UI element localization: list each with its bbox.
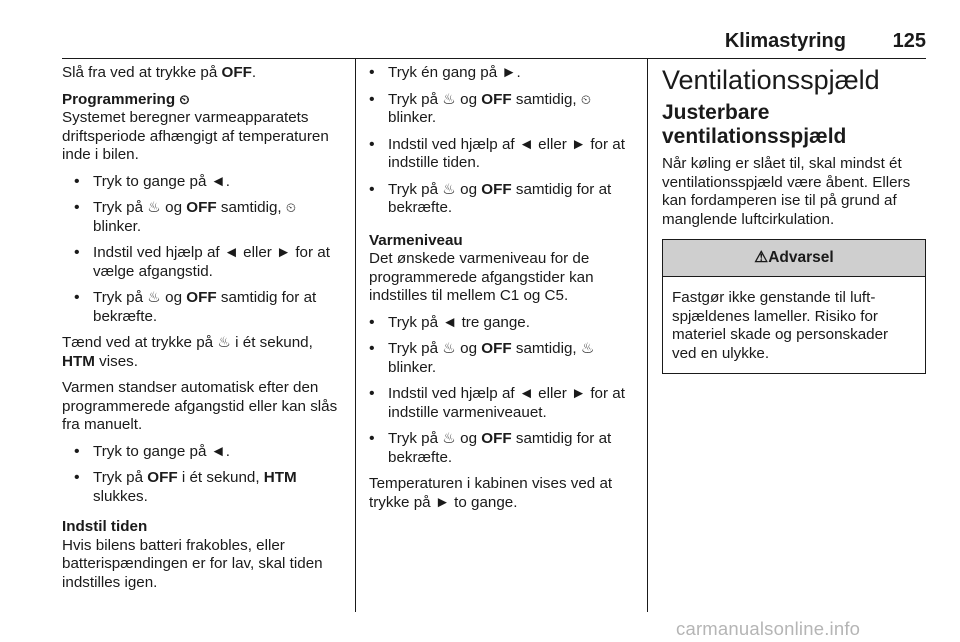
column-1 [62, 64, 348, 600]
list-item: • Tryk på ♨ og OFF samtidig for at bekræfte. [357, 181, 635, 218]
warning-box [662, 239, 926, 374]
list-item: • Tryk på ◄ tre gange. [357, 314, 635, 333]
warning-text: Fastgør ikke genstande til luftspjældenes lameller. Risiko for materiel skade og personskader ved en ulykke. [672, 289, 889, 362]
subsection-title: Justerbare ventilationsspjæld [662, 101, 847, 148]
right-arrow-icon: ► [501, 64, 517, 81]
watermark: carmanualsonline.info [676, 618, 861, 639]
heat-icon: ♨ [580, 340, 595, 357]
left-arrow-icon: ◄ [442, 313, 458, 331]
timer-icon: ⏲ [179, 91, 190, 107]
list-item: • Tryk på ♨ og OFF samtidig for at bekræfte. [357, 430, 635, 467]
heat-icon: ♨ [442, 340, 456, 357]
paragraph: Varmen standser automatisk efter den programmerede afgangstid eller kan slås fra manuelt. [62, 379, 338, 433]
section-title: Ventilationsspjæld [662, 65, 880, 95]
paragraph: Tænd ved at trykke på ♨ i ét sekund, HTM vises. [62, 334, 313, 370]
bullet-list [62, 173, 348, 327]
list-item: • Tryk to gange på ◄. [62, 173, 348, 192]
bullet-list [357, 314, 635, 468]
list-item: • Tryk på ♨ og OFF samtidig for at bekræfte. [62, 289, 348, 326]
list-item: • Tryk én gang på ►. [357, 64, 635, 83]
timer-icon: ⏲ [580, 91, 591, 107]
heat-icon: ♨ [442, 90, 456, 108]
right-arrow-icon: ► [571, 135, 587, 153]
list-item: • Indstil ved hjælp af ◄ eller ► for at vælge afgangstid. [62, 244, 348, 281]
right-arrow-icon: ► [276, 244, 292, 261]
list-item: • Tryk på OFF i ét sekund, HTM slukkes. [62, 469, 348, 506]
heat-icon: ♨ [147, 289, 161, 306]
right-arrow-icon: ► [571, 385, 587, 402]
paragraph: Systemet beregner varmeapparatets driftsperiode afhængigt af temperaturen inde i bilen. [62, 109, 329, 163]
paragraph: Slå fra ved at trykke på OFF. [62, 64, 257, 81]
paragraph: Hvis bilens batteri frakobles, eller batterispændingen er for lav, skal tiden indstilles igen. [62, 536, 323, 591]
column-2 [369, 64, 635, 520]
section-heading: Indstil tiden [62, 518, 148, 535]
bullet-list [357, 64, 635, 218]
right-arrow-icon: ► [434, 493, 450, 511]
section-heading: Programmering ⏲ [62, 90, 190, 108]
left-arrow-icon: ◄ [518, 135, 534, 153]
left-arrow-icon: ◄ [210, 442, 226, 460]
left-arrow-icon: ◄ [518, 385, 534, 402]
timer-icon: ⏲ [285, 200, 296, 215]
column-3 [662, 64, 926, 374]
column-divider [647, 59, 648, 612]
heat-icon: ♨ [147, 199, 161, 216]
warning-header: ⚠Advarsel [663, 240, 925, 277]
section-heading: Varmeniveau [369, 231, 463, 249]
heat-icon: ♨ [442, 180, 456, 198]
list-item: • Tryk på ♨ og OFF samtidig, ⏲ blinker. [357, 91, 635, 128]
header-divider [62, 58, 926, 59]
page-number: 125 [892, 30, 926, 52]
warning-icon: ⚠ [754, 249, 769, 266]
bullet-list [62, 443, 348, 507]
list-item: • Tryk to gange på ◄. [62, 443, 348, 462]
heat-icon: ♨ [442, 430, 456, 447]
paragraph: Det ønskede varmeniveau for de programmerede afgangstider kan indstilles til mellem C1 og C5. [369, 250, 594, 304]
left-arrow-icon: ◄ [210, 172, 226, 190]
heat-icon: ♨ [217, 334, 231, 351]
chapter-title: Klimastyring [724, 30, 846, 52]
list-item: • Tryk på ♨ og OFF samtidig, ⏲ blinker. [62, 199, 348, 236]
paragraph: Når køling er slået til, skal mindst ét ventilationsspjæld være åbent. Ellers kan fordamperen ise til på grund af manglende luftcirkulation. [662, 155, 911, 228]
list-item: • Indstil ved hjælp af ◄ eller ► for at indstille tiden. [357, 136, 635, 173]
left-arrow-icon: ◄ [223, 244, 239, 261]
column-divider [355, 59, 356, 612]
list-item: • Tryk på ♨ og OFF samtidig, ♨ blinker. [357, 340, 635, 377]
list-item: • Indstil ved hjælp af ◄ eller ► for at indstille varmeniveauet. [357, 385, 635, 422]
paragraph: Temperaturen i kabinen vises ved at trykke på ► to gange. [369, 475, 613, 511]
